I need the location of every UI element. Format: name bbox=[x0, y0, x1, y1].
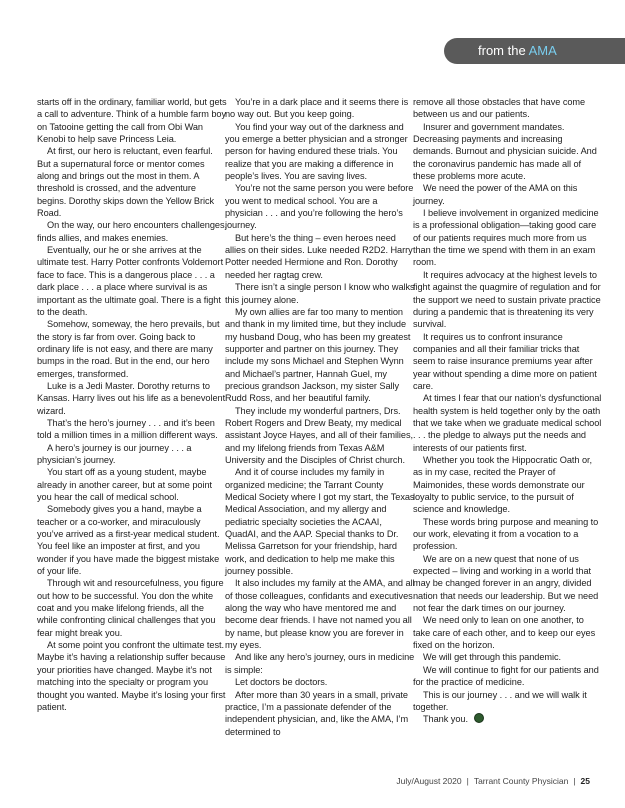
paragraph-text: Let doctors be doctors. bbox=[235, 677, 328, 688]
paragraph-text: On the way, our hero encounters challenges, finds allies, and makes enemies. bbox=[37, 220, 228, 243]
article-paragraph bbox=[37, 417, 227, 442]
paragraph-text: My own allies are far too many to mention and thank in my limited time, but they include my husband Doug, who has been my greatest supporter and partner on this journey. They include my sons Michael and Stephen Wynn and Michael’s partner, Hannah Guel, my precious grandson Jackson, my sister Sally Rudd Ross, and her beautiful family. bbox=[225, 306, 411, 404]
paragraph-text: You start off as a young student, maybe already in another career, but at some point you hear the call of medical school. bbox=[37, 467, 213, 502]
paragraph-text: Somehow, someway, the hero prevails, but the story is far from over. Going back to ordinary life is not easy, and there are many bumps in the road. But in the end, our hero emerges, transformed. bbox=[37, 319, 220, 379]
paragraph-text: These words bring purpose and meaning to our work, elevating it from a vocation to a profession. bbox=[413, 516, 599, 552]
article-paragraph bbox=[225, 306, 415, 405]
article-paragraph bbox=[225, 405, 415, 467]
article-paragraph bbox=[225, 281, 415, 306]
article-paragraph bbox=[413, 651, 603, 663]
article-paragraph bbox=[225, 466, 415, 577]
article-paragraph bbox=[225, 689, 415, 738]
article-paragraph bbox=[37, 244, 227, 318]
footer-separator: | bbox=[573, 776, 576, 786]
article-paragraph bbox=[413, 96, 603, 121]
article-paragraph bbox=[37, 577, 227, 639]
article-paragraph bbox=[413, 614, 603, 651]
paragraph-text: You’re in a dark place and it seems there is no way out. But you keep going. bbox=[225, 97, 409, 120]
paragraph-text: This is our journey . . . and we will walk it together. bbox=[413, 689, 587, 712]
article-paragraph bbox=[37, 96, 227, 145]
article-paragraph bbox=[413, 331, 603, 393]
paragraph-text: remove all those obstacles that have come between us and our patients. bbox=[413, 97, 586, 120]
paragraph-text: Through wit and resourcefulness, you figure out how to be successful. You don the white coat and you make lifelong friends, all the while confronting clinical challenges that you fear might break you. bbox=[37, 578, 224, 638]
paragraph-text: Insurer and government mandates. Decreasing payments and increasing demands. Burnout and physician suicide. And the coronavirus pandemic has made all of these problems more acute. bbox=[413, 121, 597, 182]
article-paragraph bbox=[413, 516, 603, 553]
paragraph-text: Whether you took the Hippocratic Oath or, as in my case, recited the Prayer of Maimonides, these words demonstrate our loyalty to public service, to the pursuit of science and knowledge. bbox=[413, 454, 593, 515]
paragraph-text: You find your way out of the darkness and you emerge a better physician and a stronger person for having endured these trials. You realize that you are making a difference in people’s lives. You are saving lives. bbox=[225, 121, 408, 182]
paragraph-text: starts off in the ordinary, familiar world, but gets a call to adventure. Think of a humble farm boy on Tatooine getting the call from Obi Wan Kenobi to help save Princess Leia. bbox=[37, 97, 227, 145]
article-paragraph bbox=[37, 639, 227, 713]
paragraph-text: After more than 30 years in a small, private practice, I’m a passionate defender of the independent physician, and, like the AMA, I’m determined to bbox=[225, 689, 409, 737]
article-paragraph bbox=[37, 145, 227, 219]
article-paragraph bbox=[37, 318, 227, 380]
article-paragraph bbox=[413, 664, 603, 689]
article-paragraph bbox=[413, 121, 603, 183]
article-paragraph bbox=[225, 121, 415, 183]
paragraph-text: But here’s the thing – even heroes need allies on their sides. Luke needed R2D2. Harry Potter needed Hermione and Ron. Dorothy needed her ragtag crew. bbox=[225, 232, 413, 280]
paragraph-text: We need only to lean on one another, to take care of each other, and to keep our eyes fixed on the horizon. bbox=[413, 615, 596, 651]
paragraph-text: It requires us to confront insurance companies and all their familiar tricks that seem to raise insurance premiums year after year without spending a dime more on patient care. bbox=[413, 331, 597, 391]
article-paragraph bbox=[413, 269, 603, 331]
article-paragraph bbox=[413, 689, 603, 714]
page-number: 25 bbox=[580, 776, 590, 786]
article-paragraph bbox=[37, 442, 227, 467]
paragraph-text: And like any hero’s journey, ours in medicine is simple: bbox=[225, 652, 415, 675]
article-paragraph bbox=[37, 466, 227, 503]
paragraph-text: At some point you confront the ultimate test. Maybe it’s having a relationship suffer because your priorities have changed. Maybe it’s not matching into the specialty or program you thought you wanted. Maybe it’s losing your first patient. bbox=[37, 640, 226, 712]
paragraph-text: It requires advocacy at the highest levels to fight against the quagmire of regulation and for the support we need to sustain private practice during a pandemic that is threatening its very survival. bbox=[413, 269, 601, 330]
paragraph-text: That’s the hero’s journey . . . and it’s been told a million times in a million different ways. bbox=[37, 417, 218, 441]
article-column-2 bbox=[225, 96, 415, 738]
paragraph-text: It also includes my family at the AMA, and all of those colleagues, confidants and executives along the way who have mentored me and become dear friends. I have not named you all by name, but please know you are forever in my eyes. bbox=[225, 578, 415, 651]
end-mark-logo-icon bbox=[474, 713, 484, 723]
paragraph-text: Luke is a Jedi Master. Dorothy returns to Kansas. Harry lives out his life as a benevolent wizard. bbox=[37, 380, 226, 416]
section-tab-prefix: from the bbox=[478, 43, 526, 58]
article-paragraph bbox=[37, 503, 227, 577]
paragraph-text: A hero’s journey is our journey . . . a physician’s journey. bbox=[37, 442, 192, 465]
paragraph-text: There isn’t a single person I know who walks this journey alone. bbox=[225, 282, 415, 305]
article-paragraph bbox=[413, 553, 603, 615]
section-tab-accent: AMA bbox=[528, 43, 557, 58]
article-paragraph bbox=[413, 182, 603, 207]
paragraph-text: At times I fear that our nation’s dysfunctional health system is held together only by the oath that we take when we graduate medical school . . . the pledge to always put the needs and interests of our patients first. bbox=[413, 393, 602, 453]
paragraph-text: We need the power of the AMA on this journey. bbox=[413, 183, 578, 206]
paragraph-text: We will get through this pandemic. bbox=[423, 652, 562, 663]
paragraph-text: And it of course includes my family in organized medicine; the Tarrant County Medical Society where I got my start, the Texas Medical Association, and my allergy and pediatric specialty societies the ACAAI, QuadAI, and the AAP. Special thanks to Dr. Melissa Garretson for your friendship, hard work, and dedication to help me make this journey possible. bbox=[225, 467, 415, 577]
article-paragraph bbox=[225, 232, 415, 281]
article-paragraph bbox=[225, 182, 415, 231]
article-paragraph bbox=[225, 96, 415, 121]
footer-issue: July/August 2020 bbox=[396, 776, 462, 786]
page-footer bbox=[396, 776, 590, 786]
footer-separator: | bbox=[466, 776, 469, 786]
paragraph-text: They include my wonderful partners, Drs. Robert Rogers and Drew Beaty, my medical assistant Joyce Hayes, and all of their families, and my lifelong friends from Texas A&M University and the Disciples of Christ church. bbox=[225, 405, 414, 465]
article-column-3 bbox=[413, 96, 603, 726]
paragraph-text: Eventually, our he or she arrives at the ultimate test. Harry Potter confronts Voldemort face to face. This is a dangerous place . . . a dark place . . . a place where survival is as important as the ultimate goal. There is a fight to the death. bbox=[37, 245, 224, 317]
paragraph-text: I believe involvement in organized medicine is a professional obligation—taking good care of our patients requires much more from us than the time we spend with them in an exam room. bbox=[413, 208, 599, 268]
section-tab bbox=[444, 38, 625, 64]
article-paragraph bbox=[225, 651, 415, 676]
paragraph-text: At first, our hero is reluctant, even fearful. But a supernatural force or mentor comes along and brings out the most in them. A threshold is crossed, and the adventure begins. Dorothy skips down the Yellow Brick Road. bbox=[37, 146, 215, 219]
paragraph-text: Somebody gives you a hand, maybe a teacher or a co-worker, and miraculously you’ve arrived as a first-year medical student. You feel like an imposter at first, and you wonder if you have made the biggest mistake of your life. bbox=[37, 504, 220, 577]
paragraph-text: Thank you. bbox=[423, 714, 468, 725]
article-paragraph bbox=[413, 713, 603, 725]
article-column-1 bbox=[37, 96, 227, 713]
paragraph-text: We are on a new quest that none of us expected – living and working in a world that may be changed forever in an angry, divided nation that needs our leadership. But we need not fear the dark times on our journey. bbox=[413, 553, 599, 614]
article-paragraph bbox=[225, 676, 415, 688]
article-paragraph bbox=[413, 454, 603, 516]
paragraph-text: We will continue to fight for our patients and for the practice of medicine. bbox=[413, 664, 599, 688]
footer-publication: Tarrant County Physician bbox=[473, 776, 569, 786]
article-paragraph bbox=[37, 219, 227, 244]
article-paragraph bbox=[37, 380, 227, 417]
article-paragraph bbox=[413, 207, 603, 269]
article-paragraph bbox=[225, 577, 415, 651]
article-paragraph bbox=[413, 392, 603, 454]
paragraph-text: You’re not the same person you were before you went to medical school. You are a physician . . . and you’re following the hero’s journey. bbox=[225, 183, 414, 231]
